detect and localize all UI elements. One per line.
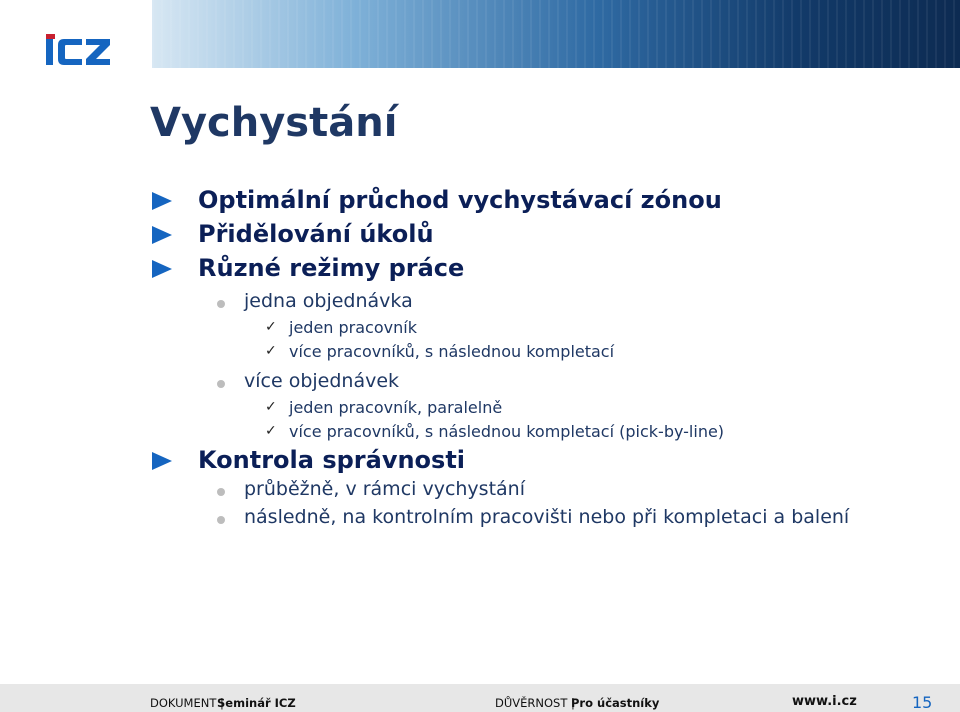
list-item bbox=[198, 220, 434, 248]
list-item-text: jeden pracovník bbox=[289, 318, 417, 337]
checkmark-icon: ✓ bbox=[265, 319, 277, 335]
list-item-text: průběžně, v rámci vychystání bbox=[244, 478, 525, 500]
footer-website-link[interactable]: www.i.cz bbox=[792, 694, 857, 709]
list-item-text: Optimální průchod vychystávací zónou bbox=[198, 186, 722, 214]
list-item bbox=[198, 186, 722, 214]
list-item-text: jedna objednávka bbox=[244, 290, 413, 312]
footer-seminar: Seminář ICZ bbox=[217, 696, 296, 710]
checkmark-icon: ✓ bbox=[265, 423, 277, 439]
footer-confidentiality-label: DŮVĚRNOST | bbox=[495, 696, 575, 710]
list-item bbox=[244, 478, 525, 500]
slide-title: Vychystání bbox=[150, 100, 398, 146]
arrow-bullet-icon bbox=[152, 260, 172, 278]
checkmark-icon: ✓ bbox=[265, 399, 277, 415]
arrow-bullet-icon bbox=[152, 452, 172, 470]
list-item bbox=[244, 370, 399, 392]
list-item bbox=[265, 342, 615, 361]
page-number: 15 bbox=[912, 693, 933, 712]
dot-bullet-icon bbox=[217, 488, 225, 496]
dot-bullet-icon bbox=[217, 300, 225, 308]
slide-footer bbox=[0, 684, 960, 712]
dot-bullet-icon bbox=[217, 380, 225, 388]
list-item bbox=[265, 422, 725, 441]
list-item-text: více objednávek bbox=[244, 370, 400, 392]
arrow-bullet-icon bbox=[152, 192, 172, 210]
list-item-text: Různé režimy práce bbox=[198, 254, 465, 282]
list-item bbox=[198, 254, 464, 282]
list-item bbox=[265, 318, 417, 337]
list-item-text: více pracovníků, s následnou kompletací (pick-by-line) bbox=[289, 422, 725, 441]
footer-document-label: DOKUMENT | bbox=[150, 696, 224, 710]
list-item-text: jeden pracovník, paralelně bbox=[289, 398, 503, 417]
list-item bbox=[244, 290, 413, 312]
list-item bbox=[244, 506, 849, 528]
footer-audience: Pro účastníky bbox=[571, 696, 660, 710]
list-item bbox=[198, 446, 465, 474]
list-item-text: následně, na kontrolním pracovišti nebo při kompletaci a balení bbox=[244, 506, 850, 528]
dot-bullet-icon bbox=[217, 516, 225, 524]
list-item-text: Přidělování úkolů bbox=[198, 220, 434, 248]
checkmark-icon: ✓ bbox=[265, 343, 277, 359]
list-item bbox=[265, 398, 503, 417]
list-item-text: více pracovníků, s následnou kompletací bbox=[289, 342, 615, 361]
arrow-bullet-icon bbox=[152, 226, 172, 244]
list-item-text: Kontrola správnosti bbox=[198, 446, 466, 474]
